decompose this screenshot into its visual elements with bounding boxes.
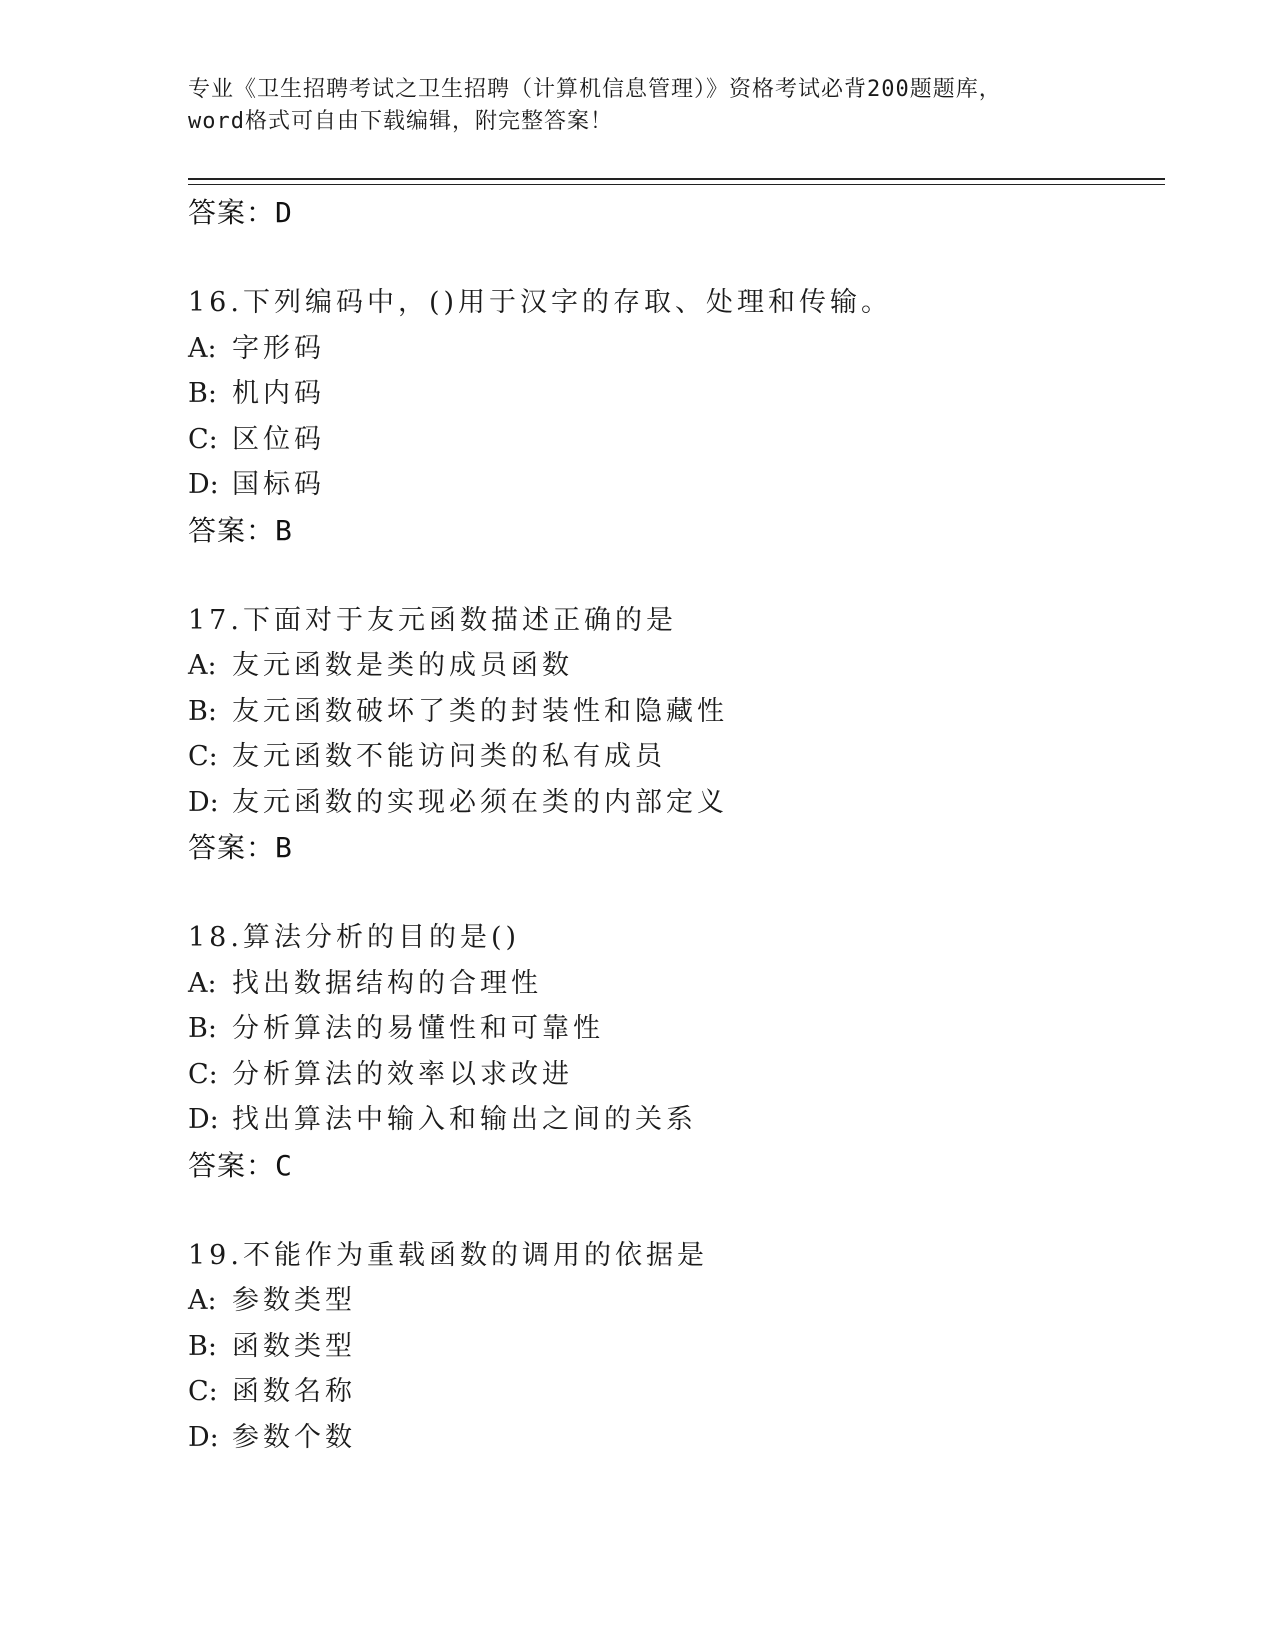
question-item — [188, 915, 1165, 1189]
option-a — [188, 326, 1165, 372]
option-c — [188, 417, 1165, 463]
option-label: B: — [188, 378, 217, 409]
option-text: 找出算法中输入和输出之间的关系 — [232, 1104, 697, 1135]
option-c — [188, 1369, 1165, 1415]
question-item — [188, 1233, 1165, 1461]
option-b — [188, 1324, 1165, 1370]
option-text: 友元函数破坏了类的封装性和隐藏性 — [232, 695, 728, 727]
option-label: C: — [188, 1376, 218, 1407]
answer-line: 答案：C — [188, 1148, 293, 1182]
option-b — [188, 371, 1165, 417]
question-text: 19.不能作为重载函数的调用的依据是 — [188, 1239, 708, 1271]
option-label: A: — [188, 967, 217, 999]
option-text: 函数名称 — [232, 1376, 356, 1407]
option-text: 友元函数不能访问类的私有成员 — [232, 741, 666, 772]
option-label: B: — [188, 695, 217, 727]
question-item — [188, 598, 1165, 872]
option-label: D: — [188, 786, 219, 818]
question-text: 16.下列编码中，()用于汉字的存取、处理和传输。 — [188, 287, 893, 318]
option-label: C: — [188, 423, 218, 455]
option-label: B: — [188, 1013, 217, 1044]
option-d — [188, 462, 1165, 508]
option-label: C: — [188, 741, 218, 772]
question-text: 18.算法分析的目的是() — [188, 922, 521, 953]
option-label: C: — [188, 1058, 218, 1090]
question-item — [188, 280, 1165, 554]
option-label: A: — [188, 332, 217, 364]
option-label: D: — [188, 469, 219, 500]
option-text: 函数类型 — [232, 1330, 356, 1362]
option-a — [188, 1278, 1165, 1324]
option-c — [188, 1052, 1165, 1098]
answer-line: 答案：D — [188, 196, 293, 229]
header-divider-thick — [188, 178, 1165, 180]
option-text: 找出数据结构的合理性 — [232, 967, 542, 999]
option-text: 分析算法的效率以求改进 — [232, 1058, 573, 1090]
question-text: 17.下面对于友元函数描述正确的是 — [188, 604, 677, 636]
option-d — [188, 1415, 1165, 1461]
question-list — [188, 188, 1165, 1460]
answer-line: 答案：B — [188, 513, 293, 547]
option-a — [188, 961, 1165, 1007]
option-a — [188, 643, 1165, 689]
option-d — [188, 780, 1165, 826]
option-text: 机内码 — [232, 378, 325, 409]
option-b — [188, 689, 1165, 735]
option-d — [188, 1097, 1165, 1143]
option-text: 参数个数 — [232, 1421, 356, 1453]
header-divider-thin — [188, 184, 1165, 185]
option-text: 字形码 — [232, 332, 325, 364]
answer-line: 答案：B — [188, 831, 293, 864]
option-text: 分析算法的易懂性和可靠性 — [232, 1013, 604, 1044]
option-text: 友元函数的实现必须在类的内部定义 — [232, 786, 728, 818]
option-label: A: — [188, 1285, 217, 1316]
document-header — [188, 74, 1088, 138]
option-label: A: — [188, 650, 217, 681]
option-label: B: — [188, 1330, 217, 1362]
option-c — [188, 734, 1165, 780]
option-text: 友元函数是类的成员函数 — [232, 650, 573, 681]
header-title-line-2: word格式可自由下载编辑，附完整答案！ — [188, 109, 613, 134]
option-b — [188, 1006, 1165, 1052]
option-text: 国标码 — [232, 469, 325, 500]
header-title-line-1: 专业《卫生招聘考试之卫生招聘（计算机信息管理）》资格考试必背200题题库， — [188, 77, 1002, 102]
option-text: 区位码 — [232, 423, 325, 455]
option-text: 参数类型 — [232, 1285, 356, 1316]
option-label: D: — [188, 1104, 219, 1135]
option-label: D: — [188, 1421, 219, 1453]
